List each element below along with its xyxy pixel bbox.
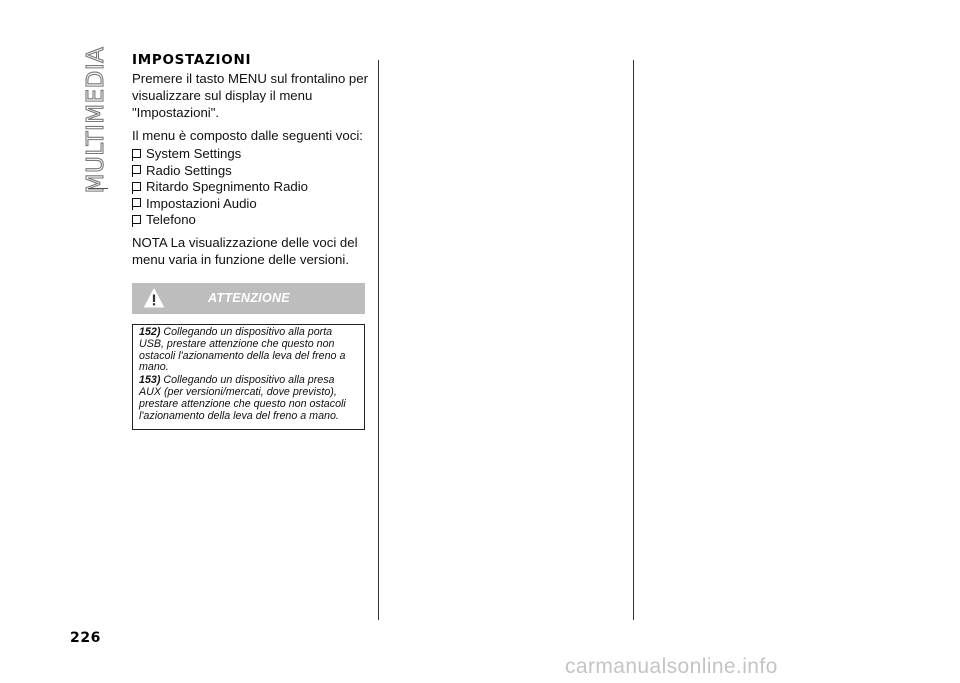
side-tab-underline	[88, 188, 108, 189]
bullet-square-icon	[132, 149, 141, 158]
warning-body	[132, 324, 365, 430]
list-item-label: Impostazioni Audio	[146, 195, 257, 211]
page-number: 226	[70, 630, 102, 646]
warning-title: ATTENZIONE	[208, 291, 290, 305]
warning-triangle-icon	[144, 288, 164, 308]
intro-paragraph: Premere il tasto MENU sul frontalino per visualizzare sul display il menu "Impostazioni".	[132, 71, 368, 120]
bullet-square-icon	[132, 215, 141, 224]
note-paragraph: NOTA La visualizzazione delle voci del menu varia in funzione delle versioni.	[132, 234, 358, 267]
list-item	[132, 163, 368, 180]
list-item-label: Radio Settings	[146, 162, 232, 178]
left-column	[132, 52, 368, 274]
column-divider-right	[633, 60, 634, 620]
warning-entry	[139, 375, 359, 422]
menu-items-list	[132, 146, 368, 229]
bullet-square-icon	[132, 198, 141, 207]
list-item-label: Ritardo Spegnimento Radio	[146, 179, 309, 194]
list-item	[132, 212, 368, 229]
site-watermark: carmanualsonline.info	[565, 655, 778, 678]
list-item-label: System Settings	[146, 146, 242, 161]
warning-header	[132, 283, 365, 314]
bullet-square-icon	[132, 182, 141, 191]
column-divider-left	[378, 60, 379, 620]
warning-box	[132, 283, 365, 430]
list-intro: Il menu è composto dalle seguenti voci:	[132, 128, 363, 143]
section-side-label: MULTIMEDIA	[83, 46, 109, 194]
list-item	[132, 146, 368, 163]
list-item-label: Telefono	[146, 212, 196, 227]
warning-entry	[139, 327, 359, 374]
list-item	[132, 179, 368, 196]
warning-entry-number: 153)	[139, 374, 161, 387]
warning-entry-number: 152)	[139, 326, 161, 338]
section-side-tab	[82, 46, 110, 194]
warning-entry-text: Collegando un dispositivo alla presa AUX (per versioni/mercati, dove previsto), prestare attenzione che questo non ostacoli l'azionamento della leva del freno a mano.	[139, 374, 346, 422]
list-item	[132, 196, 368, 213]
warning-entry-text: Collegando un dispositivo alla porta USB, prestare attenzione che questo non ostacoli l'azionamento della leva del freno a mano.	[139, 326, 346, 374]
section-title: IMPOSTAZIONI	[132, 52, 252, 68]
bullet-square-icon	[132, 165, 141, 174]
